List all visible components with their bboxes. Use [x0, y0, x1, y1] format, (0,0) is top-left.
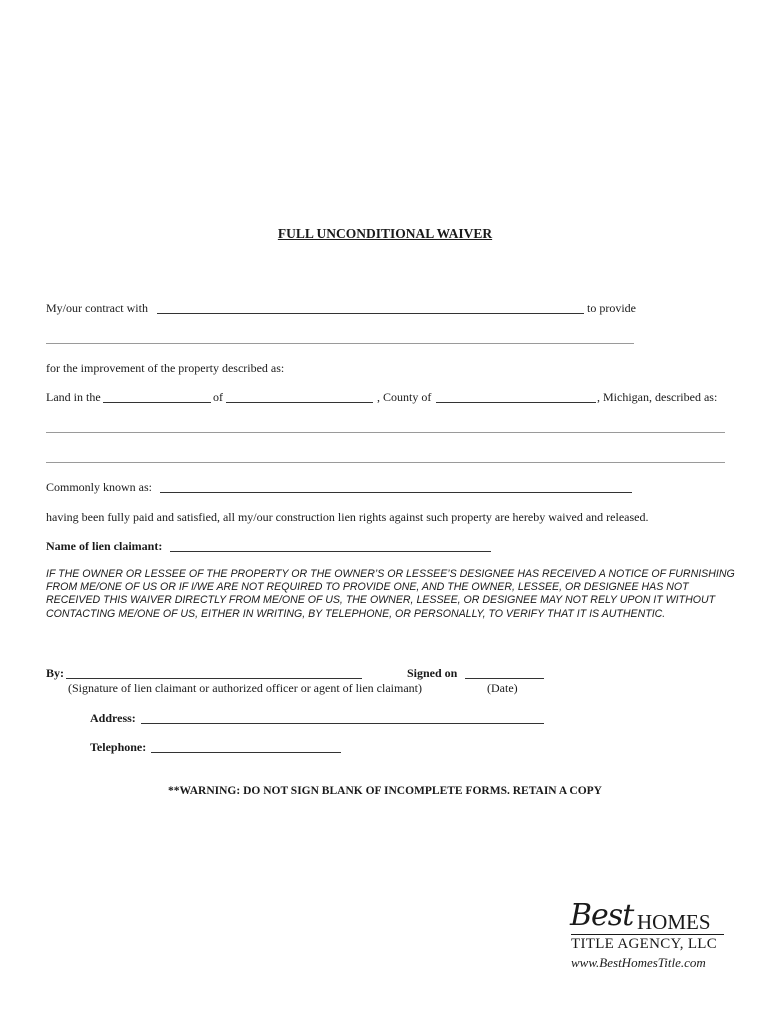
legal-description-field-2[interactable] — [46, 462, 725, 463]
services-field[interactable] — [46, 343, 634, 344]
logo-divider — [571, 934, 724, 935]
logo-best-text: Best — [570, 898, 634, 933]
date-caption: (Date) — [487, 681, 518, 695]
contractor-name-field[interactable] — [157, 313, 584, 314]
telephone-field[interactable] — [151, 752, 341, 753]
municipality-type-field[interactable] — [103, 402, 211, 403]
to-provide-label: to provide — [587, 301, 636, 315]
michigan-label: , Michigan, described as: — [597, 390, 718, 404]
commonly-known-label: Commonly known as: — [46, 480, 153, 494]
logo-url: www.BestHomesTitle.com — [571, 955, 706, 970]
page-title: FULL UNCONDITIONAL WAIVER — [277, 226, 493, 241]
by-label: By: — [46, 666, 64, 680]
commonly-known-field[interactable] — [160, 492, 632, 493]
notice-paragraph: IF THE OWNER OR LESSEE OF THE PROPERTY OR THE OWNER’S OR LESSEE’S DESIGNEE HAS RECEIVED A NOTICE OF FURNISHING FROM ME/ONE OF US OR IF I/WE ARE NOT REQUIRED TO PROVIDE ONE, AND THE OWNER, LESSEE, OR DESIGNEE HAS NOT RECEIVED THIS WAIVER DIRECTLY FROM ME/ONE OF US, THE OWNER, LESSEE, OR DESIGNEE MAY NOT RELY UPON IT WITHOUT CONTACTING ME/ONE OF US, EITHER IN WRITING, BY TELEPHONE, OR PERSONALLY, TO VERIFY THAT IT IS AUTHENTIC. — [46, 568, 735, 620]
county-label: , County of — [377, 390, 432, 404]
lien-claimant-field[interactable] — [170, 551, 491, 552]
logo-agency-text: TITLE AGENCY, LLC — [571, 936, 718, 952]
of-label: of — [213, 390, 223, 404]
warning-text: **WARNING: DO NOT SIGN BLANK OF INCOMPLETE FORMS. RETAIN A COPY — [168, 785, 602, 797]
logo-homes-text: HOMES — [637, 910, 711, 934]
land-in-label: Land in the — [46, 390, 101, 404]
paid-statement: having been fully paid and satisfied, all my/our construction lien rights against such property are hereby waived and released. — [46, 510, 649, 524]
municipality-name-field[interactable] — [226, 402, 373, 403]
contract-with-label: My/our contract with — [46, 301, 148, 315]
legal-description-field-1[interactable] — [46, 432, 725, 433]
signature-caption: (Signature of lien claimant or authorized officer or agent of lien claimant) — [68, 681, 422, 695]
signed-on-label: Signed on — [407, 666, 458, 680]
lien-claimant-label: Name of lien claimant: — [46, 539, 163, 553]
improvement-label: for the improvement of the property described as: — [46, 361, 285, 375]
signature-field[interactable] — [66, 678, 362, 679]
address-label: Address: — [90, 711, 136, 725]
address-field[interactable] — [141, 723, 544, 724]
telephone-label: Telephone: — [90, 740, 147, 754]
county-field[interactable] — [436, 402, 596, 403]
date-field[interactable] — [465, 678, 544, 679]
